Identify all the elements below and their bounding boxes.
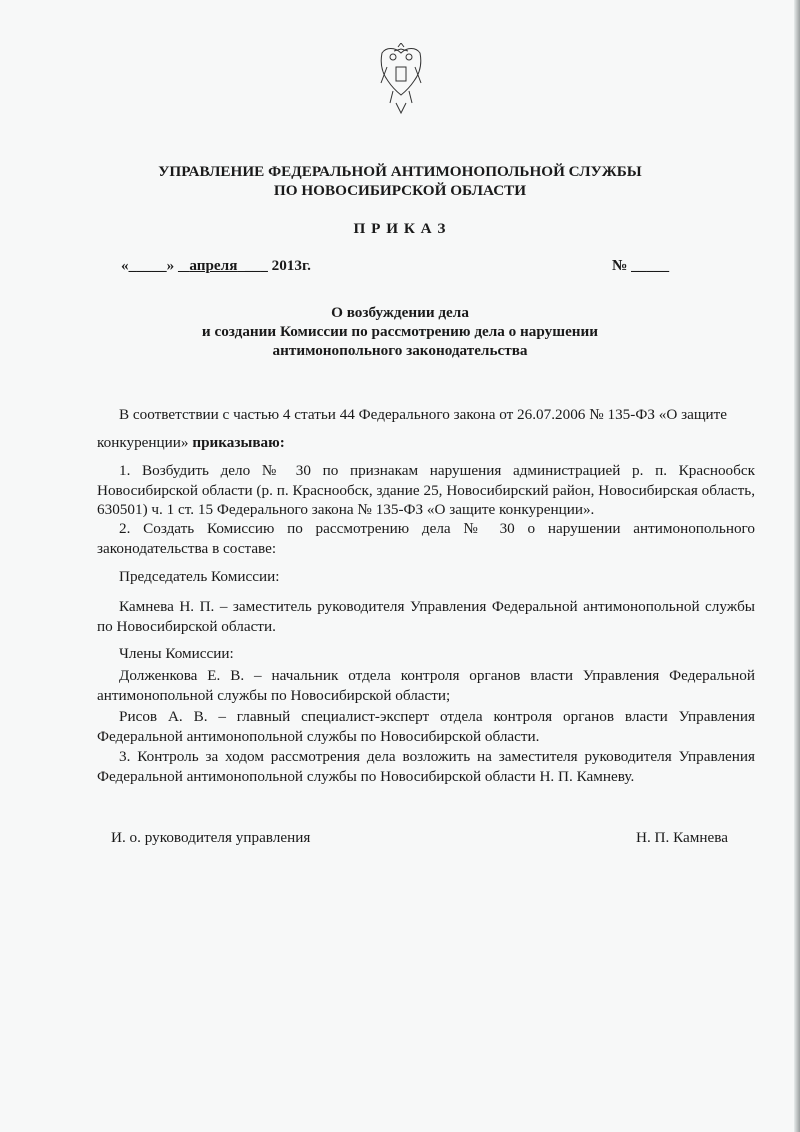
- subject-line1: О возбуждении дела: [331, 304, 469, 321]
- subject-line3: антимонопольного законодательства: [272, 342, 528, 359]
- month: апреля: [189, 257, 238, 274]
- blank: ___: [245, 257, 268, 274]
- coat-of-arms-emblem: [378, 43, 424, 117]
- document-type: П Р И К А З: [353, 220, 447, 237]
- number-blank: _____: [631, 257, 670, 274]
- org-name-line2: ПО НОВОСИБИРСКОЙ ОБЛАСТИ: [273, 182, 527, 199]
- item-3: 3. Контроль за ходом рассмотрения дела возложить на заместителя руководителя Управления Федеральной антимонопольной службы по Новосибирской области Н. П. Камневу.: [97, 748, 755, 785]
- day-blank: _____: [128, 257, 167, 274]
- chair: Камнева Н. П. – заместитель руководителя Управления Федеральной антимонопольной службы по Новосибирской области.: [97, 598, 755, 635]
- member-1: Долженкова Е. В. – начальник отдела контроля органов власти Управления Федеральной антимонопольной службы по Новосибирской области;: [97, 667, 755, 704]
- org-name-line1: УПРАВЛЕНИЕ ФЕДЕРАЛЬНОЙ АНТИМОНОПОЛЬНОЙ СЛУЖБЫ: [158, 163, 642, 180]
- item-2: 2. Создать Комиссию по рассмотрению дела № 30 о нарушении антимонопольного законодательства в составе:: [97, 520, 755, 557]
- date-line: [121, 257, 311, 275]
- preamble: В соответствии с частью 4 статьи 44 Федерального закона от 26.07.2006 № 135-ФЗ «О защите: [119, 406, 728, 423]
- members-label: Члены Комиссии:: [119, 645, 234, 662]
- signature-name: Н. П. Камнева: [636, 829, 728, 846]
- member-2: Рисов А. В. – главный специалист-эксперт отдела контроля органов власти Управления Федеральной антимонопольной службы по Новосибирской области.: [97, 708, 755, 745]
- item-1: 1. Возбудить дело № 30 по признакам нарушения администрацией р. п. Краснообск Новосибирской области (р. п. Краснообск, здание 25, Новосибирский район, Новосибирская область, 630501) ч. 1 ст. 15 Федерального закона № 135-ФЗ «О защите конкуренции».: [97, 462, 755, 518]
- chair-label: Председатель Комиссии:: [119, 568, 280, 585]
- number-label: №: [612, 257, 628, 274]
- subject-line2: и создании Комиссии по рассмотрению дела о нарушении: [201, 323, 599, 340]
- quote-open: «: [121, 257, 129, 274]
- quote-close: »: [166, 257, 175, 274]
- year: 2013г.: [271, 257, 311, 274]
- order-word: приказываю:: [192, 434, 285, 451]
- signature-position: И. о. руководителя управления: [111, 829, 311, 846]
- order-number: [612, 257, 669, 275]
- preamble-cont: конкуренции» приказываю:: [97, 434, 285, 451]
